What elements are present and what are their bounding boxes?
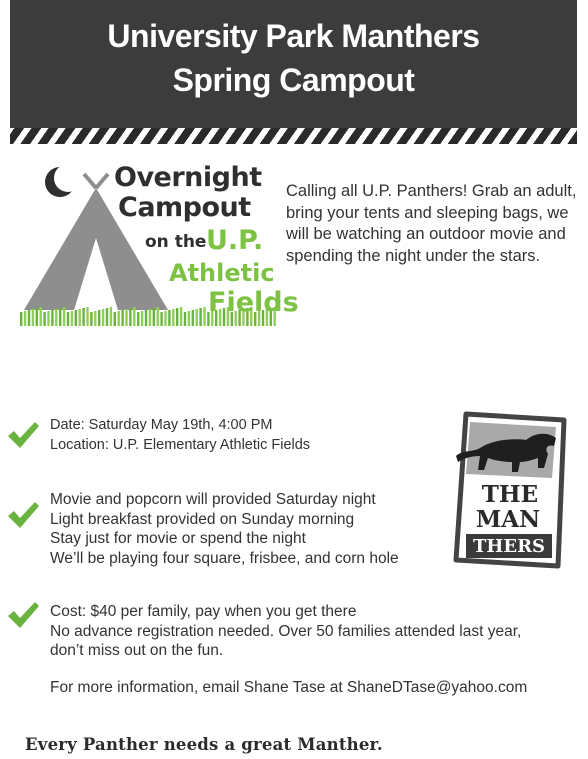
campout-logo [18, 160, 299, 330]
grass-blade [129, 308, 131, 326]
grass-blade [149, 309, 151, 326]
grass-blade [40, 307, 42, 326]
logo-line-up: U.P. [206, 225, 264, 256]
grass-blade [24, 311, 26, 326]
grass-blade [98, 310, 100, 326]
grass-blade [51, 310, 53, 326]
grass-blade [180, 307, 182, 326]
grass-blade [110, 307, 112, 326]
crescent-moon-icon [45, 164, 82, 197]
grass-blade [86, 307, 88, 326]
logo-line-fields: Fields [208, 287, 299, 318]
grass-blade [28, 310, 30, 326]
intro-paragraph: Calling all U.P. Panthers! Grab an adult, bring your tents and sleeping bags, we will be watching an outdoor movie and spending the night under the stars. [286, 182, 577, 265]
grass-blade [36, 308, 38, 326]
detail-registration: No advance registration needed. Over 50 families attended last year, [50, 622, 522, 640]
logo-line-on-the: on the [145, 232, 207, 252]
grass-blade [192, 310, 194, 326]
grass-blade [43, 312, 45, 326]
grass-blade [47, 311, 49, 326]
grass-blade [20, 312, 22, 326]
detail-date: Date: Saturday May 19th, 4:00 PM [50, 417, 273, 433]
grass-blade [71, 311, 73, 326]
detail-stay: Stay just for movie or spend the night [50, 530, 306, 547]
grass-blade [32, 309, 34, 326]
detail-movie: Movie and popcorn will provided Saturday night [50, 491, 376, 508]
manthers-badge [452, 410, 570, 570]
grass-blade [121, 310, 123, 326]
detail-games: We’ll be playing four square, frisbee, and corn hole [50, 549, 399, 567]
details-date-location [50, 416, 310, 455]
grass-blade [75, 310, 77, 326]
grass-blade [196, 309, 198, 326]
grass-blade [67, 312, 69, 326]
logo-line-overnight: Overnight [114, 162, 262, 193]
logo-line-athletic: Athletic [169, 259, 275, 287]
grass-blade [59, 308, 61, 326]
page-subtitle: Spring Campout [172, 62, 415, 98]
grass-blade [176, 308, 178, 326]
grass-blade [145, 310, 147, 326]
grass-blade [160, 312, 162, 326]
detail-fun: don’t miss out on the fun. [50, 642, 224, 659]
grass-blade [106, 308, 108, 326]
checkmark-icon [6, 500, 40, 530]
detail-location: Location: U.P. Elementary Athletic Fields [50, 436, 311, 453]
page-title: University Park Manthers [107, 18, 480, 54]
grass-blade [203, 307, 205, 326]
grass-blade [114, 312, 116, 326]
detail-breakfast: Light breakfast provided on Sunday morning [50, 510, 355, 528]
grass-blade [199, 308, 201, 326]
grass-blade [118, 311, 120, 326]
checkmark-icon [6, 600, 40, 630]
grass-blade [55, 309, 57, 326]
detail-cost: Cost: $40 per family, pay when you get there [50, 603, 357, 620]
details-cost [50, 602, 521, 661]
striped-divider [10, 128, 577, 144]
grass-blade [184, 312, 186, 326]
grass-blade [153, 308, 155, 326]
badge-line-man: MAN [475, 506, 541, 533]
grass-blade [157, 307, 159, 326]
grass-blade [94, 311, 96, 326]
badge-line-the: THE [481, 481, 539, 508]
grass-blade [137, 312, 139, 326]
badge-line-thers: THERS [472, 536, 546, 557]
grass-blade [102, 309, 104, 326]
header-banner [10, 0, 577, 128]
grass-blade [63, 307, 65, 326]
grass-blade [164, 311, 166, 326]
badge-artwork [452, 410, 570, 570]
checkmark-icon [6, 420, 40, 450]
grass-blade [188, 311, 190, 326]
grass-blade [172, 309, 174, 326]
contact-info: For more information, email Shane Tase at ShaneDTase@yahoo.com [50, 679, 528, 696]
grass-blade [168, 310, 170, 326]
details-activities [50, 490, 399, 568]
tagline: Every Panther needs a great Manther. [25, 735, 383, 754]
logo-line-campout: Campout [118, 192, 251, 223]
grass-blade [141, 311, 143, 326]
grass-blade [133, 307, 135, 326]
grass-blade [90, 312, 92, 326]
grass-blade [125, 309, 127, 326]
grass-blade [79, 309, 81, 326]
grass-blade [82, 308, 84, 326]
